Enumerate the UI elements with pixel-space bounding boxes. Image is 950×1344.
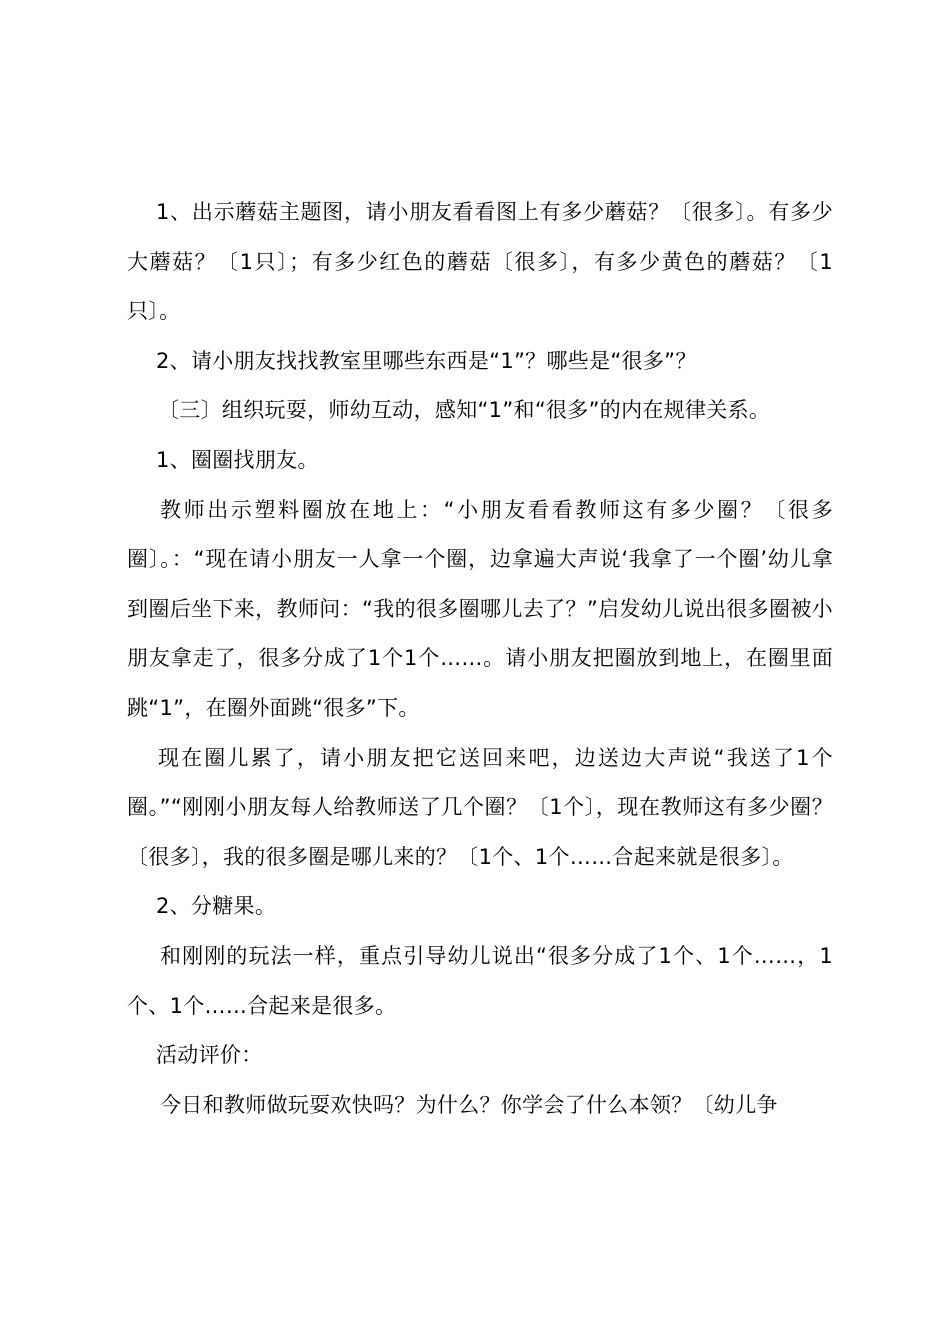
paragraph-circle-game-description: 教师出示塑料圈放在地上：“小朋友看看教师这有多少圈？〔很多圈〕。：“现在请小朋友一人拿一个圈，边拿遍大声说‘我拿了一个圈’幼儿拿到圈后坐下来，教师问：“我的很多圈哪儿去了？”启发幼儿说出很多圈被小朋友拿走了，很多分成了1个1个……。请小朋友把圈放到地上，在圈里面跳“1”，在圈外面跳“很多”下。 [127,497,833,720]
paragraph-find-classroom-items: 2、请小朋友找找教室里哪些东西是“1”？哪些是“很多”？ [156,348,697,373]
paragraph-return-circles: 现在圈儿累了，请小朋友把它送回来吧，边送边大声说“我送了1个圈。”“刚刚小朋友每人给教师送了几个圈？〔1个〕，现在教师这有多少圈？〔很多〕，我的很多圈是哪儿来的？〔1个、1个……合起来就是很多〕。 [127,745,833,869]
paragraph-candy-description: 和刚刚的玩法一样，重点引导幼儿说出“很多分成了1个、1个……，1个、1个……合起来是很多。 [127,943,833,1018]
paragraph-evaluation-text: 今日和教师做玩耍欢快吗？为什么？你学会了什么本领？〔幼儿争 [160,1092,778,1117]
paragraph-evaluation-heading: 活动评价： [156,1043,263,1068]
paragraph-mushroom-picture: 1、出示蘑菇主题图，请小朋友看看图上有多少蘑菇？〔很多〕。有多少大蘑菇？〔1只〕；有多少红色的蘑菇〔很多〕，有多少黄色的蘑菇？〔1只〕。 [127,200,833,324]
paragraph-section-three-heading: 〔三〕组织玩耍，师幼互动，感知“1”和“很多”的内在规律关系。 [158,398,771,423]
document-page [127,188,833,1130]
paragraph-candy-heading: 2、分糖果。 [156,894,277,919]
paragraph-circle-game-heading: 1、圈圈找朋友。 [156,447,319,472]
